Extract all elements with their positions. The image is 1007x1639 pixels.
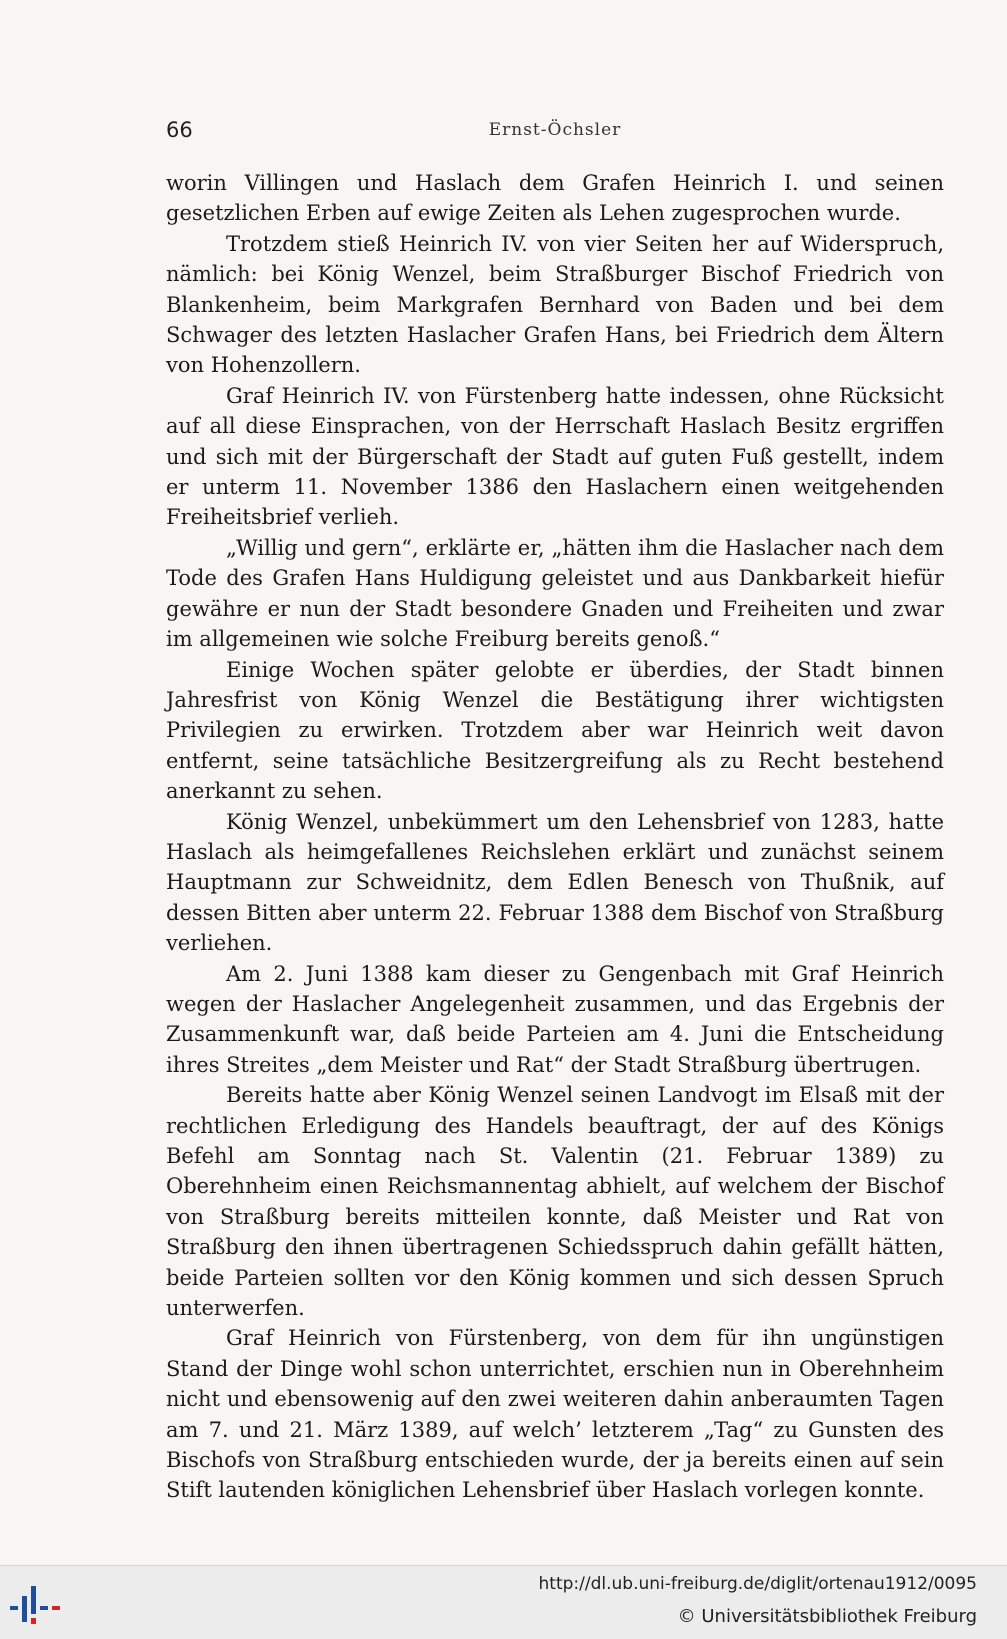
page-header (166, 114, 944, 150)
body-text (166, 168, 944, 1503)
source-url-link[interactable]: http://dl.ub.uni-freiburg.de/diglit/ortenau1912/0095 (538, 1574, 977, 1594)
paragraph: Trotzdem stieß Heinrich IV. von vier Seiten her auf Widerspruch, nämlich: bei König Wenzel, beim Straßburger Bischof Friedrich von Blankenheim, beim Markgrafen Bernhard von Baden und bei dem Schwager des letzten Haslacher Grafen Hans, bei Friedrich dem Ältern von Hohenzollern. (166, 231, 944, 378)
paragraph: König Wenzel, unbekümmert um den Lehensbrief von 1283, hatte Haslach als heimgefallenes Reichslehen erklärt und zunächst seinem Hauptmann zur Schweidnitz, dem Edlen Benesch von Thußnik, auf dessen Bitten aber unterm 22. Februar 1388 dem Bischof von Straßburg verliehen. (166, 809, 944, 956)
paragraph: worin Villingen und Haslach dem Grafen Heinrich I. und seinen gesetzlichen Erben auf ewige Zeiten als Lehen zugesprochen wurde. (166, 171, 944, 226)
page-number: 66 (166, 118, 193, 142)
paragraph: Am 2. Juni 1388 kam dieser zu Gengenbach mit Graf Heinrich wegen der Haslacher Angelegenheit zusammen, und das Ergebnis der Zusammenkunft war, daß beide Parteien am 4. Juni die Entscheidung ihres Streites „dem Meister und Rat“ der Stadt Straßburg übertrugen. (166, 961, 944, 1077)
running-title: Ernst-Öchsler (488, 120, 622, 140)
paragraph: Bereits hatte aber König Wenzel seinen Landvogt im Elsaß mit der rechtlichen Erledigung des Handels beauftragt, der auf des Königs Befehl am Sonntag nach St. Valentin (21. Februar 1389) zu Oberehnheim einen Reichsmannentag abhielt, auf welchem der Bischof von Straßburg bereits mitteilen konnte, daß Meister und Rat von Straßburg den ihnen übertragenen Schiedsspruch dahin gefällt hätten, beide Parteien sollten vor den König kommen und sich dessen Spruch unterwerfen. (166, 1083, 944, 1321)
paragraph: Graf Heinrich IV. von Fürstenberg hatte indessen, ohne Rücksicht auf all diese Einsprachen, von der Herrschaft Haslach Besitz ergriffen und sich mit der Bürgerschaft der Stadt auf guten Fuß gestellt, indem er unterm 11. November 1386 den Haslachern einen weitgehenden Freiheitsbrief verlieh. (166, 383, 944, 530)
paragraph: Einige Wochen später gelobte er überdies, der Stadt binnen Jahresfrist von König Wenzel die Bestätigung ihrer wichtigsten Privilegien zu erwirken. Trotzdem aber war Heinrich weit davon entfernt, seine tatsächliche Besitzergreifung als zu Recht bestehend anerkannt zu sehen. (166, 657, 944, 804)
ub-freiburg-logo-icon (10, 1582, 66, 1626)
paragraph: Graf Heinrich von Fürstenberg, von dem für ihn ungünstigen Stand der Dinge wohl schon unterrichtet, erschien nun in Oberehnheim nicht und ebensowenig auf den zwei weiteren dahin anberaumten Tagen am 7. und 21. März 1389, auf welch’ letzterem „Tag“ zu Gunsten des Bischofs von Straßburg entschieden wurde, der ja bereits einen auf sein Stift lautenden königlichen Lehensbrief über Haslach vorlegen konnte. (166, 1326, 944, 1503)
footer-bar (0, 1565, 1007, 1639)
copyright-notice: © Universitätsbibliothek Freiburg (677, 1606, 977, 1627)
paragraph: „Willig und gern“, erklärte er, „hätten ihm die Haslacher nach dem Tode des Grafen Hans Huldigung geleistet und aus Dankbarkeit hiefür gewähre er nun der Stadt besondere Gnaden und Freiheiten und zwar im allgemeinen wie solche Freiburg bereits genoß.“ (166, 535, 944, 652)
